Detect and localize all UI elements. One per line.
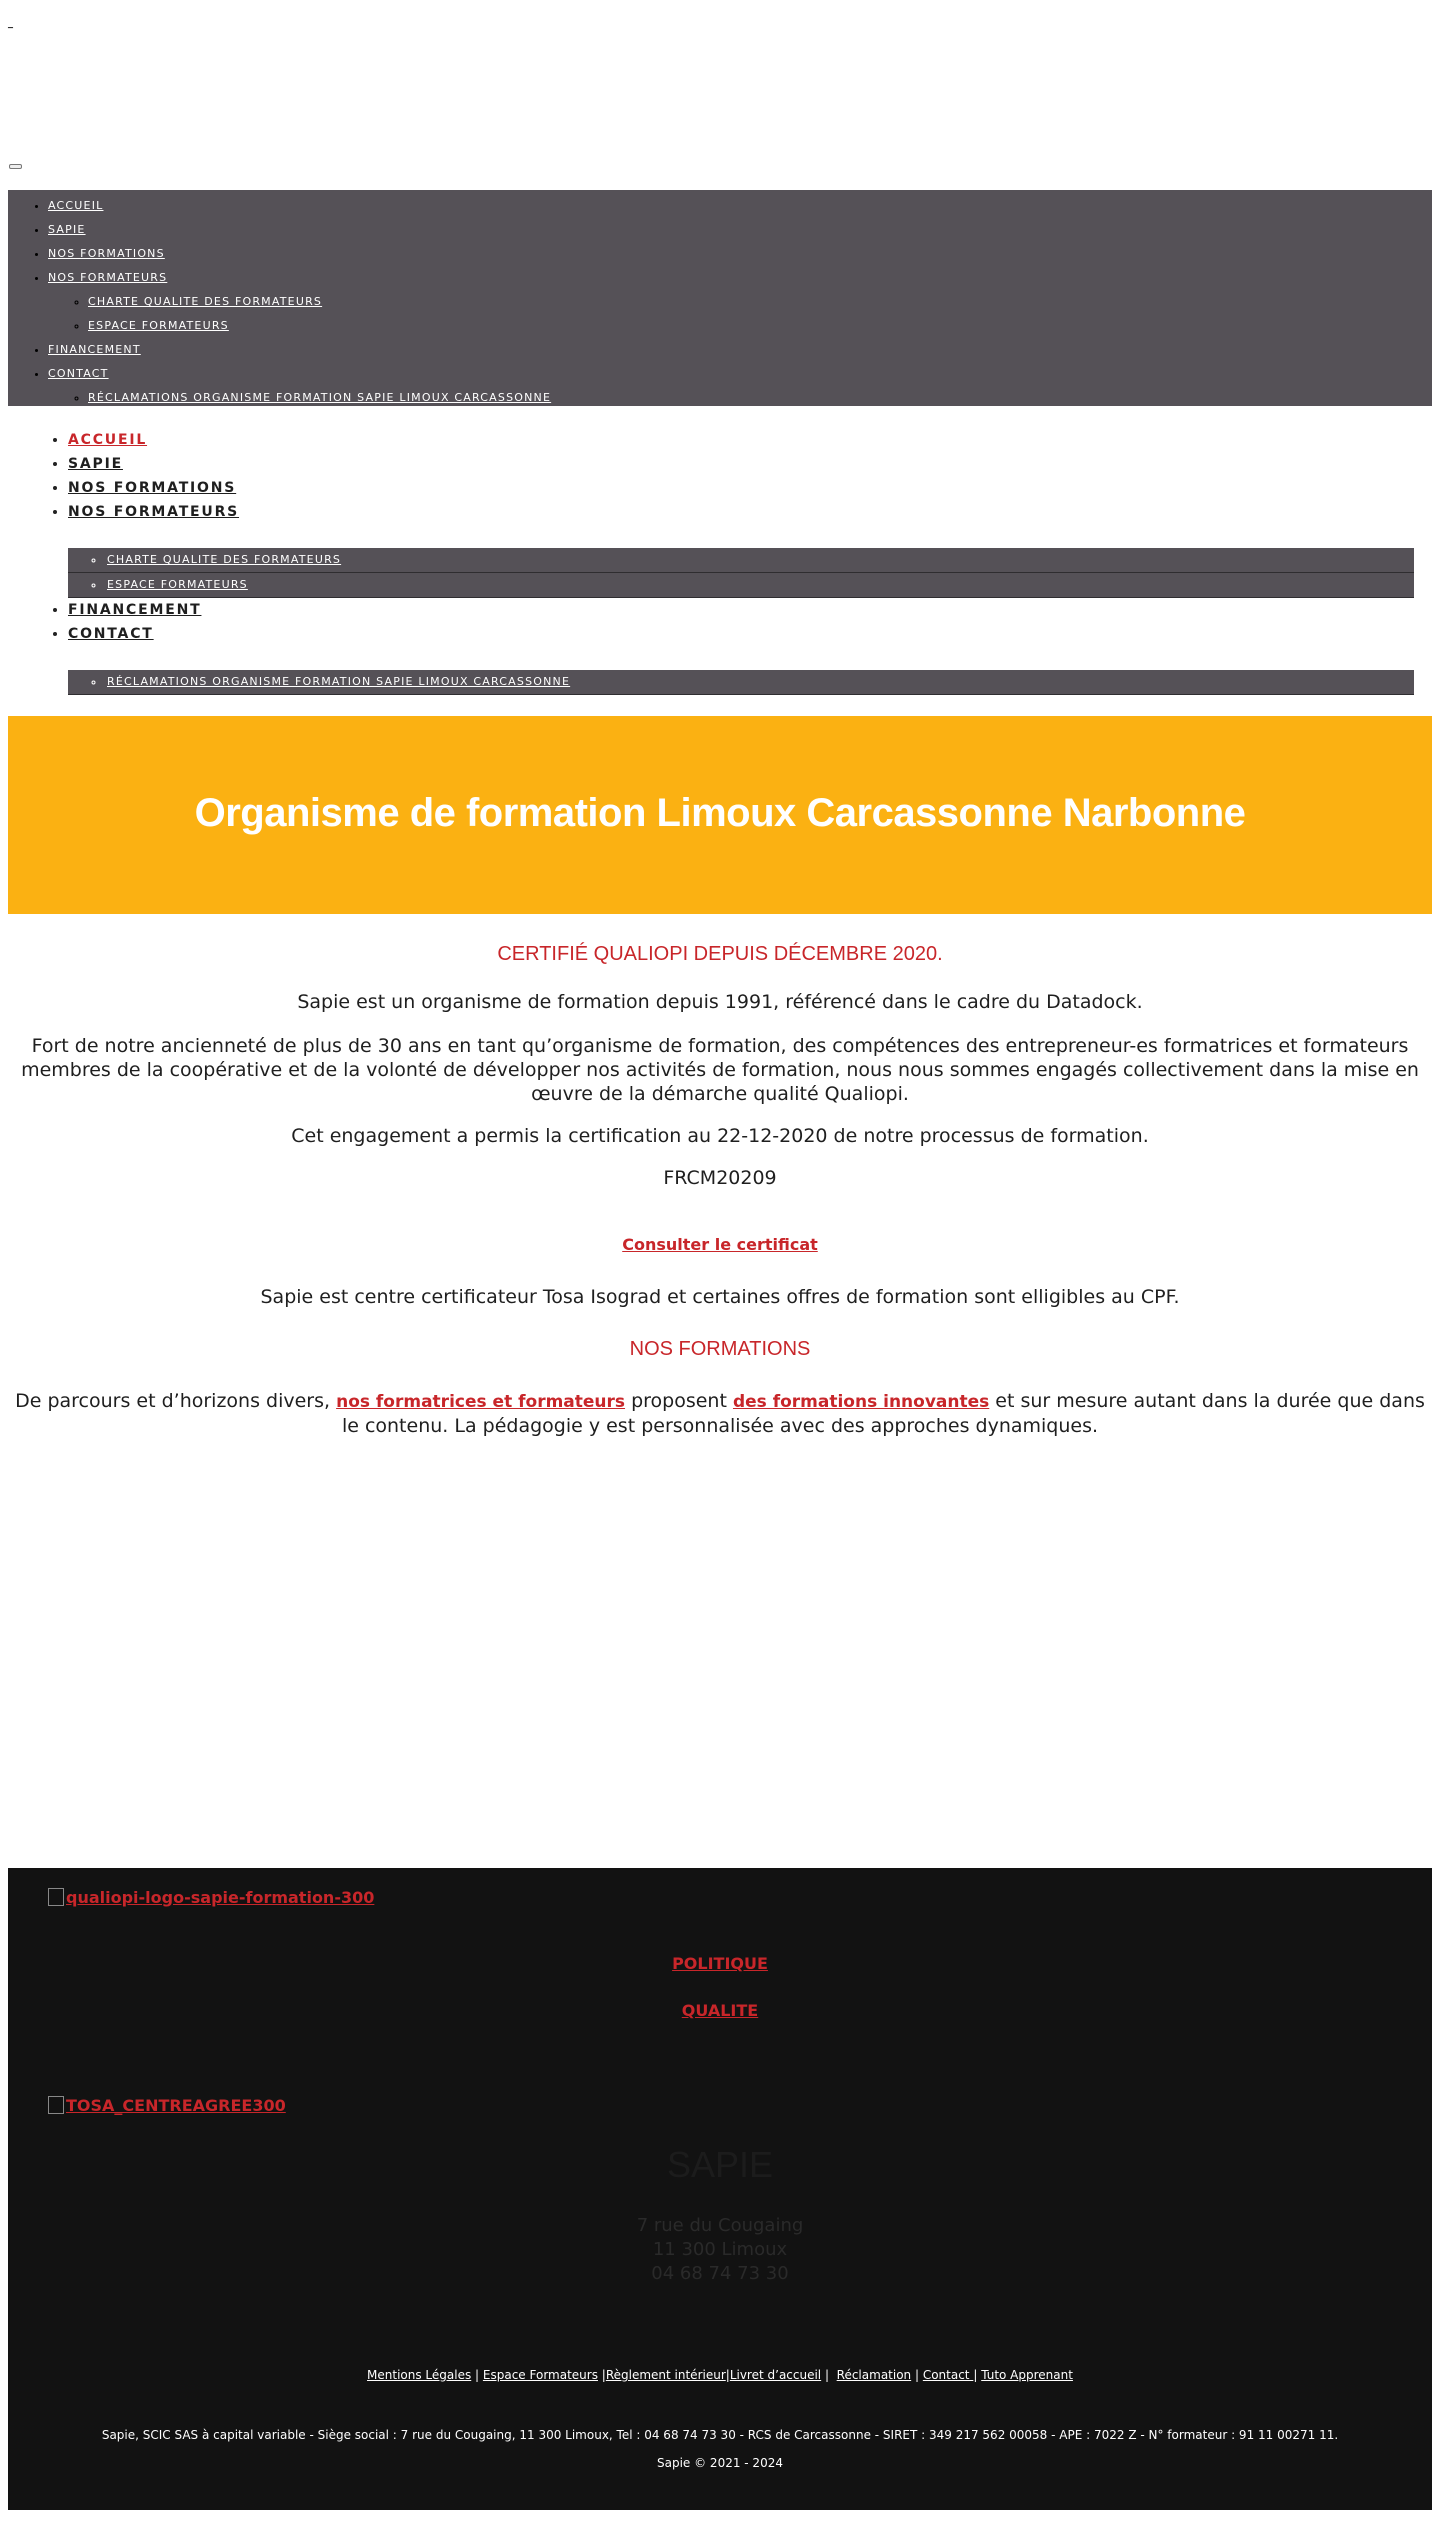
footer-sapie-title: SAPIE (666, 2144, 774, 2185)
qualiopi-logo-alt: qualiopi-logo-sapie-formation-300 (66, 1888, 375, 1907)
formateurs-link[interactable]: nos formatrices et formateurs (336, 1392, 626, 1412)
mobile-submenu-item[interactable] (88, 290, 1432, 314)
mobile-link-nos-formateurs[interactable]: NOS FORMATEURS (48, 271, 168, 284)
address-line-2: 11 300 Limoux (652, 2239, 788, 2260)
mobile-menu-item[interactable] (48, 266, 1432, 338)
formations-paragraph (5, 1389, 1435, 1438)
mobile-link-contact[interactable]: CONTACT (48, 367, 109, 380)
mobile-link-nos-formations[interactable]: NOS FORMATIONS (48, 247, 165, 260)
formations-innovantes-link[interactable]: des formations innovantes (732, 1392, 990, 1412)
broken-image-icon (48, 2096, 64, 2114)
nav-espace-formateurs[interactable]: ESPACE FORMATEURS (107, 578, 248, 591)
mobile-link-accueil[interactable]: ACCUEIL (48, 199, 104, 212)
skip-link[interactable]: _ (8, 18, 13, 29)
nav-accueil[interactable]: ACCUEIL (68, 432, 148, 448)
formations-text-a: De parcours et d’horizons divers, (15, 1390, 337, 1412)
formations-text-c: et sur mesure autant dans la durée que dans le contenu. La pédagogie y est personnalisée avec des approches dynamiques. (341, 1390, 1425, 1437)
nav-sapie[interactable]: SAPIE (68, 456, 123, 472)
address-line-1: 7 rue du Cougaing (636, 2215, 804, 2236)
nav-contact[interactable]: CONTACT (68, 626, 154, 642)
submenu-item[interactable] (68, 548, 1414, 573)
submenu-formateurs (68, 548, 1414, 598)
footer-address (8, 2214, 1432, 2286)
main-nav (0, 428, 1440, 695)
mobile-link-financement[interactable]: FINANCEMENT (48, 343, 141, 356)
certificate-number: FRCM20209 (663, 1167, 777, 1189)
mobile-menu-item[interactable] (48, 338, 1432, 362)
page-title: Organisme de formation Limoux Carcassonne Narbonne (194, 790, 1246, 835)
qualite-link[interactable]: QUALITE (681, 2001, 759, 2020)
mobile-link-sapie[interactable]: SAPIE (48, 223, 86, 236)
reclamation-link[interactable]: Réclamation (836, 2368, 912, 2382)
submenu-contact (68, 670, 1414, 695)
mobile-menu-item[interactable] (48, 242, 1432, 266)
mobile-submenu-item[interactable] (88, 386, 1432, 410)
nav-reclamations[interactable]: RÉCLAMATIONS ORGANISME FORMATION SAPIE LIMOUX CARCASSONNE (107, 675, 571, 688)
footer-copyright: Sapie © 2021 - 2024 (657, 2456, 783, 2470)
mobile-menu-item[interactable] (48, 194, 1432, 218)
hero-banner (8, 716, 1432, 914)
certification-paragraph: Cet engagement a permis la certification au 22-12-2020 de notre processus de formation. (291, 1125, 1149, 1147)
qualiopi-logo-link[interactable] (48, 1888, 374, 1907)
mobile-link-charte[interactable]: CHARTE QUALITE DES FORMATEURS (88, 295, 323, 308)
mentions-legales-link[interactable]: Mentions Légales (367, 2368, 472, 2382)
mobile-menu-item[interactable] (48, 218, 1432, 242)
tosa-paragraph: Sapie est centre certificateur Tosa Isograd et certaines offres de formation sont elligibles au CPF. (260, 1286, 1180, 1308)
engagement-paragraph: Fort de notre ancienneté de plus de 30 ans en tant qu’organisme de formation, des compétences des entrepreneur-es formatrices et formateurs membres de la coopérative et de la volonté de développer nos activités de formation, nous nous sommes engagés collectivement dans la mise en œuvre de la démarche qualité Qualiopi. (21, 1035, 1419, 1105)
nav-nos-formateurs[interactable]: NOS FORMATEURS (68, 504, 240, 520)
submenu-item[interactable] (68, 573, 1414, 598)
intro-paragraph: Sapie est un organisme de formation depuis 1991, référencé dans le cadre du Datadock. (297, 991, 1143, 1013)
mobile-link-reclamations[interactable]: RÉCLAMATIONS ORGANISME FORMATION SAPIE LIMOUX CARCASSONNE (88, 391, 552, 404)
tosa-logo-link[interactable] (48, 2096, 286, 2115)
mobile-link-espace-formateurs[interactable]: ESPACE FORMATEURS (88, 319, 229, 332)
tosa-logo-alt: TOSA_CENTREAGREE300 (66, 2096, 286, 2115)
submenu-item[interactable] (68, 670, 1414, 695)
mobile-menu (8, 190, 1432, 406)
contact-footer-link[interactable]: Contact (922, 2368, 974, 2382)
nav-nos-formations[interactable]: NOS FORMATIONS (68, 480, 237, 496)
menu-toggle-button[interactable] (9, 164, 22, 169)
formations-heading: NOS FORMATIONS (629, 1338, 811, 1360)
broken-image-icon (48, 1888, 64, 1906)
espace-formateurs-link[interactable]: Espace Formateurs (482, 2368, 598, 2382)
reglement-link[interactable]: Règlement intérieur (605, 2368, 726, 2382)
politique-link[interactable]: POLITIQUE (672, 1954, 768, 1973)
address-phone: 04 68 74 73 30 (651, 2263, 789, 2284)
certificate-link[interactable]: Consulter le certificat (622, 1235, 818, 1254)
nav-charte[interactable]: CHARTE QUALITE DES FORMATEURS (107, 553, 342, 566)
mobile-submenu-item[interactable] (88, 314, 1432, 338)
main-content (0, 940, 1440, 1438)
nav-financement[interactable]: FINANCEMENT (68, 602, 202, 618)
tuto-apprenant-link[interactable]: Tuto Apprenant (981, 2368, 1073, 2382)
formations-text-b: proposent (625, 1390, 733, 1412)
qualiopi-heading: CERTIFIÉ QUALIOPI DEPUIS DÉCEMBRE 2020. (497, 943, 943, 965)
footer-legal: Sapie, SCIC SAS à capital variable - Siège social : 7 rue du Cougaing, 11 300 Limoux, Tel : 04 68 74 73 30 - RCS de Carcassonne - SIRET : 349 217 562 00058 - APE : 7022 Z - N° formateur : 91 11 00271 11. (101, 2428, 1339, 2442)
livret-link[interactable]: Livret d’accueil (729, 2368, 822, 2382)
footer-links: Mentions Légales | Espace Formateurs |Règlement intérieur|Livret d’accueil | Réclamation | Contact | Tuto Apprenant (367, 2368, 1073, 2382)
site-footer (8, 1868, 1432, 2510)
mobile-menu-item[interactable] (48, 362, 1432, 410)
